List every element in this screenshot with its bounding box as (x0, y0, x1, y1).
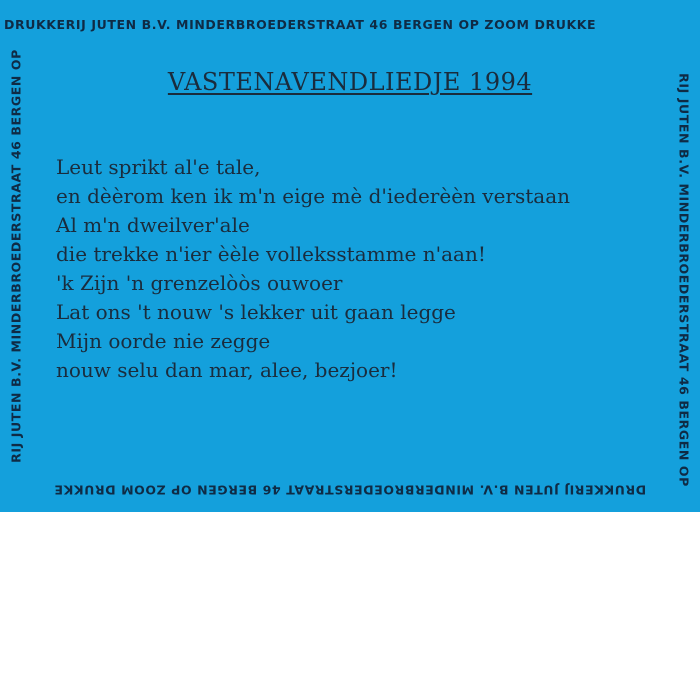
verse-line: 'k Zijn 'n grenzelòòs ouwoer (56, 271, 343, 295)
verse-line: die trekke n'ier èèle volleksstamme n'aan! (56, 242, 486, 266)
printer-imprint-top: DRUKKERIJ JUTEN B.V. MINDERBROEDERSTRAAT 46 BERGEN OP ZOOM DRUKKE (4, 17, 597, 32)
verse-line: Mijn oorde nie zegge (56, 329, 271, 353)
verse-line: en dèèrom ken ik m'n eige mè d'iederèèn verstaan (56, 184, 570, 208)
verse-line: Al m'n dweilver'ale (56, 213, 250, 237)
printer-imprint-left: RIJ JUTEN B.V. MINDERBROEDERSTRAAT 46 BERGEN OP (8, 49, 24, 463)
song-title: VASTENAVENDLIEDJE 1994 (167, 68, 533, 96)
song-verse (56, 153, 570, 385)
verse-line: Lat ons 't nouw 's lekker uit gaan legge (56, 300, 456, 324)
printer-imprint-right: RIJ JUTEN B.V. MINDERBROEDERSTRAAT 46 BERGEN OP (676, 73, 692, 487)
verse-line: Leut sprikt al'e tale, (56, 155, 261, 179)
verse-line: nouw selu dan mar, alee, bezjoer! (56, 358, 398, 382)
printer-imprint-bottom: DRUKKERIJ JUTEN B.V. MINDERBROEDERSTRAAT 46 BERGEN OP ZOOM DRUKKE (53, 482, 647, 498)
